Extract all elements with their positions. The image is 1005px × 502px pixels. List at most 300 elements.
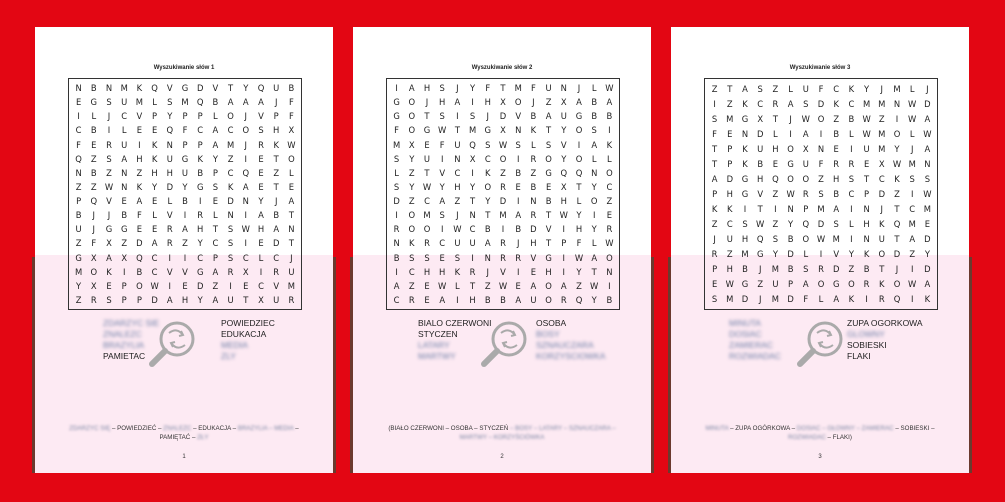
- grid-letter: M: [392, 139, 401, 150]
- word-item: SOBIESKI: [847, 340, 887, 350]
- grid-letter: I: [608, 125, 611, 136]
- grid-letter: E: [515, 280, 521, 291]
- grid-letter: B: [90, 83, 97, 94]
- grid-letter: F: [91, 238, 97, 249]
- grid-letter: P: [803, 204, 809, 215]
- grid-letter: L: [591, 83, 597, 94]
- word-item-blurred: MEDIA: [221, 340, 248, 350]
- grid-letter: H: [575, 224, 583, 235]
- grid-letter: O: [408, 97, 416, 108]
- grid-letter: B: [530, 181, 537, 192]
- grid-letter: G: [423, 125, 431, 136]
- grid-letter: H: [166, 167, 173, 178]
- grid-letter: B: [273, 210, 280, 221]
- grid-letter: R: [802, 188, 809, 199]
- grid-letter: G: [393, 111, 400, 122]
- grid-letter: K: [151, 139, 158, 150]
- word-item-blurred: KORZYSCIOWKA: [536, 351, 606, 361]
- grid-letter: N: [105, 83, 113, 94]
- grid-letter: L: [258, 252, 264, 263]
- grid-letter: H: [454, 181, 461, 192]
- grid-letter: B: [833, 128, 840, 139]
- grid-letter: H: [273, 125, 280, 136]
- grid-letter: S: [439, 210, 445, 221]
- grid-letter: W: [923, 128, 932, 139]
- grid-letter: L: [455, 280, 460, 291]
- grid-letter: V: [166, 266, 173, 277]
- word-item: EDUKACJA: [221, 329, 267, 339]
- grid-letter: Y: [258, 196, 264, 207]
- grid-letter: J: [107, 210, 111, 221]
- grid-letter: D: [741, 294, 749, 305]
- grid-letter: Q: [575, 294, 583, 305]
- grid-letter: B: [136, 266, 143, 277]
- grid-letter: B: [500, 294, 506, 305]
- grid-letter: S: [485, 139, 491, 150]
- grid-letter: X: [242, 266, 249, 277]
- grid-letter: J: [244, 139, 248, 150]
- grid-letter: E: [530, 266, 537, 277]
- grid-letter: C: [454, 167, 461, 178]
- grid-letter: E: [258, 153, 264, 164]
- grid-letter: A: [258, 97, 264, 108]
- grid-letter: D: [196, 83, 204, 94]
- grid-letter: R: [878, 294, 885, 305]
- grid-letter: X: [500, 97, 506, 108]
- grid-letter: L: [773, 128, 778, 139]
- grid-letter: C: [151, 266, 158, 277]
- grid-letter: D: [924, 234, 931, 245]
- grid-letter: E: [136, 224, 143, 235]
- grid-letter: W: [862, 113, 871, 124]
- grid-letter: A: [515, 294, 522, 305]
- grid-letter: T: [485, 210, 491, 221]
- grid-letter: H: [545, 266, 552, 277]
- grid-letter: A: [454, 97, 461, 108]
- grid-letter: E: [924, 219, 931, 230]
- word-item: FLAKI: [847, 351, 871, 361]
- grid-letter: I: [471, 252, 474, 263]
- grid-letter: P: [712, 264, 718, 275]
- grid-letter: J: [92, 224, 96, 235]
- grid-letter: A: [212, 294, 219, 305]
- grid-letter: E: [121, 196, 127, 207]
- grid-letter: O: [848, 279, 855, 290]
- grid-letter: I: [395, 210, 398, 221]
- grid-letter: Z: [75, 181, 82, 192]
- grid-letter: L: [121, 125, 127, 136]
- grid-letter: A: [136, 196, 143, 207]
- grid-letter: R: [258, 139, 264, 150]
- letter-grid: [68, 78, 302, 310]
- answer-hidden: BRAZYLIA – MEDIA: [237, 425, 294, 432]
- grid-letter: A: [833, 294, 840, 305]
- grid-letter: O: [787, 143, 794, 154]
- word-list-right: [536, 318, 605, 362]
- grid-letter: C: [848, 188, 855, 199]
- grid-letter: U: [545, 83, 552, 94]
- grid-letter: B: [606, 111, 613, 122]
- grid-letter: K: [136, 181, 143, 192]
- grid-letter: R: [197, 210, 204, 221]
- grid-letter: T: [454, 125, 460, 136]
- grid-letter: Z: [772, 188, 779, 199]
- grid-letter: O: [514, 97, 522, 108]
- word-item-blurred: ZAMIERAC: [729, 340, 773, 350]
- answer-hidden: MINUTA: [705, 425, 729, 432]
- grid-letter: U: [75, 224, 82, 235]
- grid-letter: O: [484, 181, 492, 192]
- answer-hidden: – BOSY – LATARY – SZNAUCZARA – MARTWY – KORZYŚCIÓWKA: [459, 425, 616, 441]
- grid-letter: E: [863, 158, 870, 169]
- grid-letter: D: [817, 219, 825, 230]
- grid-letter: Y: [182, 181, 188, 192]
- grid-letter: M: [423, 210, 431, 221]
- grid-letter: F: [712, 128, 717, 139]
- answer-text: – FLAKI): [825, 434, 852, 441]
- grid-letter: Z: [90, 181, 97, 192]
- word-item: BIALO CZERWONI: [418, 318, 492, 328]
- grid-letter: Y: [848, 249, 854, 260]
- grid-letter: J: [789, 113, 792, 124]
- grid-letter: M: [908, 219, 916, 230]
- grid-letter: N: [393, 238, 400, 249]
- grid-letter: A: [909, 234, 916, 245]
- grid-letter: L: [394, 167, 399, 178]
- grid-letter: B: [484, 224, 491, 235]
- grid-letter: J: [425, 97, 429, 108]
- grid-letter: J: [516, 238, 520, 249]
- grid-letter: E: [106, 280, 112, 291]
- grid-letter: E: [545, 181, 552, 192]
- grid-letter: D: [499, 111, 507, 122]
- grid-letter: A: [439, 196, 446, 207]
- grid-letter: P: [136, 294, 142, 305]
- grid-letter: O: [817, 279, 825, 290]
- grid-letter: Y: [243, 83, 249, 94]
- grid-letter: P: [727, 158, 733, 169]
- grid-letter: D: [924, 264, 931, 275]
- grid-letter: D: [136, 238, 143, 249]
- grid-letter: B: [757, 158, 764, 169]
- grid-letter: J: [532, 97, 535, 108]
- grid-letter: R: [560, 294, 567, 305]
- answer-hidden: ZŁY: [197, 434, 209, 441]
- grid-letter: I: [789, 128, 792, 139]
- grid-letter: E: [258, 238, 264, 249]
- grid-letter: W: [150, 280, 159, 291]
- grid-letter: Z: [726, 98, 733, 109]
- grid-letter: A: [393, 280, 400, 291]
- grid-letter: I: [198, 196, 202, 207]
- grid-letter: I: [850, 143, 853, 154]
- grid-letter: C: [197, 252, 204, 263]
- grid-letter: H: [257, 224, 265, 235]
- worksheet-page-2: [353, 27, 651, 473]
- grid-letter: H: [181, 294, 189, 305]
- grid-letter: Y: [197, 294, 203, 305]
- grid-letter: A: [530, 280, 537, 291]
- grid-letter: N: [75, 83, 82, 94]
- grid-letter: Q: [151, 83, 158, 94]
- grid-letter: V: [515, 111, 522, 122]
- grid-letter: H: [757, 173, 764, 184]
- grid-letter: I: [77, 111, 80, 122]
- grid-letter: U: [273, 83, 280, 94]
- grid-letter: H: [439, 97, 446, 108]
- grid-letter: R: [772, 98, 779, 109]
- grid-letter: N: [484, 252, 491, 263]
- grid-letter: E: [711, 279, 718, 290]
- grid-letter: B: [393, 252, 400, 263]
- grid-letter: K: [863, 249, 870, 260]
- grid-letter: R: [393, 224, 400, 235]
- grid-letter: W: [241, 224, 250, 235]
- grid-letter: E: [515, 181, 521, 192]
- grid-letter: D: [817, 98, 825, 109]
- grid-letter: R: [818, 264, 824, 275]
- grid-letter: I: [910, 264, 914, 275]
- grid-letter: D: [832, 264, 840, 275]
- grid-letter: E: [91, 139, 97, 150]
- grid-letter: K: [151, 153, 158, 164]
- grid-letter: M: [514, 83, 522, 94]
- grid-letter: S: [591, 125, 597, 136]
- grid-letter: H: [439, 266, 446, 277]
- grid-letter: O: [802, 173, 810, 184]
- grid-letter: Y: [561, 125, 567, 136]
- grid-letter: P: [182, 111, 188, 122]
- grid-letter: K: [879, 219, 885, 230]
- grid-letter: U: [423, 153, 431, 164]
- grid-letter: P: [152, 111, 158, 122]
- worksheet-page-3: [671, 27, 969, 473]
- grid-letter: Q: [575, 167, 583, 178]
- grid-letter: W: [801, 113, 810, 124]
- grid-letter: L: [289, 167, 294, 178]
- grid-letter: Z: [772, 83, 779, 94]
- grid-letter: O: [408, 125, 416, 136]
- grid-letter: L: [213, 111, 218, 122]
- grid-letter: B: [545, 196, 552, 207]
- grid-letter: Z: [408, 167, 415, 178]
- grid-letter: G: [741, 188, 749, 199]
- grid-letter: I: [910, 294, 914, 305]
- grid-letter: T: [757, 204, 763, 215]
- grid-letter: V: [182, 266, 188, 277]
- grid-letter: H: [484, 97, 491, 108]
- grid-letter: G: [90, 97, 98, 108]
- grid-letter: L: [576, 196, 582, 207]
- grid-letter: F: [394, 125, 399, 136]
- grid-letter: L: [91, 111, 97, 122]
- grid-letter: O: [408, 210, 416, 221]
- grid-letter: H: [833, 173, 840, 184]
- grid-letter: G: [181, 83, 189, 94]
- answer-key: [63, 424, 305, 442]
- grid-letter: C: [424, 196, 430, 207]
- grid-letter: D: [151, 294, 158, 305]
- grid-letter: Q: [242, 167, 250, 178]
- grid-letter: M: [893, 83, 901, 94]
- grid-letter: U: [757, 143, 764, 154]
- grid-letter: S: [167, 97, 173, 108]
- grid-letter: I: [774, 204, 777, 215]
- grid-letter: N: [741, 128, 749, 139]
- grid-letter: B: [591, 111, 598, 122]
- grid-letter: B: [90, 167, 97, 178]
- page-number: 1: [182, 454, 186, 460]
- word-item-blurred: ZLY: [221, 351, 236, 361]
- grid-letter: L: [909, 128, 915, 139]
- grid-letter: V: [212, 83, 219, 94]
- grid-letter: D: [726, 173, 734, 184]
- grid-letter: Q: [196, 97, 204, 108]
- grid-letter: Z: [75, 238, 82, 249]
- grid-letter: Z: [530, 167, 537, 178]
- grid-letter: U: [227, 294, 234, 305]
- grid-letter: N: [454, 153, 461, 164]
- grid-letter: N: [560, 83, 567, 94]
- grid-letter: D: [530, 224, 537, 235]
- grid-letter: F: [576, 238, 582, 249]
- grid-letter: P: [76, 196, 82, 207]
- grid-letter: M: [878, 98, 886, 109]
- grid-letter: I: [501, 224, 505, 235]
- grid-letter: E: [424, 294, 430, 305]
- grid-letter: K: [848, 83, 855, 94]
- grid-letter: U: [273, 294, 280, 305]
- grid-letter: J: [713, 234, 716, 245]
- grid-letter: M: [135, 97, 143, 108]
- grid-letter: W: [605, 238, 614, 249]
- grid-letter: U: [166, 153, 173, 164]
- word-item-blurred: DOSIAC: [729, 329, 762, 339]
- grid-letter: A: [288, 196, 295, 207]
- grid-letter: M: [726, 294, 734, 305]
- grid-letter: P: [197, 111, 203, 122]
- grid-letter: W: [756, 219, 765, 230]
- grid-letter: T: [894, 234, 900, 245]
- grid-letter: G: [741, 173, 749, 184]
- grid-letter: I: [229, 280, 232, 291]
- grid-letter: T: [273, 181, 279, 192]
- grid-letter: X: [121, 252, 128, 263]
- grid-letter: H: [469, 294, 476, 305]
- grid-letter: N: [121, 167, 128, 178]
- grid-letter: K: [454, 266, 461, 277]
- grid-letter: L: [849, 128, 854, 139]
- grid-letter: O: [136, 280, 143, 291]
- grid-letter: X: [408, 139, 415, 150]
- answer-text: –: [293, 425, 299, 432]
- grid-letter: T: [273, 153, 279, 164]
- grid-letter: K: [742, 143, 748, 154]
- grid-letter: T: [288, 238, 294, 249]
- answer-hidden: ZNALEŹĆ: [163, 425, 192, 432]
- grid-letter: C: [848, 98, 855, 109]
- grid-letter: Q: [90, 196, 98, 207]
- magnifier-arrows-icon: [147, 319, 197, 369]
- grid-letter: A: [576, 97, 582, 108]
- grid-letter: N: [166, 139, 173, 150]
- grid-letter: N: [817, 143, 825, 154]
- grid-letter: J: [577, 83, 581, 94]
- grid-letter: P: [121, 294, 127, 305]
- grid-letter: A: [545, 111, 552, 122]
- grid-letter: V: [439, 167, 446, 178]
- grid-letter: S: [227, 252, 234, 263]
- grid-letter: E: [243, 280, 249, 291]
- grid-letter: A: [484, 238, 491, 249]
- grid-letter: E: [182, 280, 188, 291]
- grid-letter: B: [787, 264, 794, 275]
- grid-letter: I: [516, 266, 520, 277]
- grid-letter: A: [242, 181, 249, 192]
- grid-letter: H: [423, 266, 431, 277]
- grid-letter: B: [182, 196, 188, 207]
- grid-letter: E: [424, 280, 430, 291]
- grid-letter: K: [136, 83, 143, 94]
- grid-letter: O: [423, 224, 431, 235]
- grid-letter: L: [213, 210, 218, 221]
- grid-letter: I: [562, 224, 566, 235]
- grid-letter: N: [863, 234, 870, 245]
- word-list: [35, 318, 333, 378]
- grid-letter: O: [893, 128, 901, 139]
- grid-letter: O: [288, 153, 295, 164]
- grid-letter: X: [469, 153, 476, 164]
- grid-letter: V: [833, 249, 840, 260]
- grid-letter: T: [712, 158, 718, 169]
- grid-letter: A: [212, 139, 219, 150]
- grid-letter: I: [895, 113, 899, 124]
- grid-letter: G: [196, 181, 204, 192]
- grid-letter: W: [590, 280, 599, 291]
- grid-letter: F: [182, 125, 188, 136]
- answer-text: – POWIEDZIEĆ –: [110, 425, 164, 432]
- grid-letter: S: [757, 83, 763, 94]
- grid-letter: A: [924, 143, 931, 154]
- grid-letter: L: [591, 153, 597, 164]
- grid-letter: J: [910, 143, 914, 154]
- grid-letter: U: [121, 97, 128, 108]
- grid-letter: Y: [561, 153, 567, 164]
- grid-letter: V: [166, 210, 173, 221]
- grid-letter: S: [393, 153, 400, 164]
- answer-key: [381, 424, 623, 442]
- grid-letter: E: [212, 196, 219, 207]
- grid-letter: S: [227, 238, 234, 249]
- grid-letter: U: [878, 234, 885, 245]
- grid-letter: M: [878, 128, 886, 139]
- grid-letter: P: [212, 167, 218, 178]
- grid-letter: M: [499, 210, 507, 221]
- grid-letter: R: [288, 294, 295, 305]
- grid-letter: E: [727, 128, 733, 139]
- grid-letter: Z: [212, 280, 219, 291]
- grid-letter: K: [894, 173, 900, 184]
- grid-letter: A: [560, 280, 567, 291]
- grid-letter: A: [408, 83, 415, 94]
- grid-letter: T: [879, 264, 885, 275]
- grid-letter: S: [439, 111, 445, 122]
- grid-letter: G: [741, 113, 749, 124]
- page-number: 2: [500, 454, 504, 460]
- grid-letter: H: [560, 196, 567, 207]
- grid-letter: A: [166, 294, 173, 305]
- grid-letter: I: [168, 280, 172, 291]
